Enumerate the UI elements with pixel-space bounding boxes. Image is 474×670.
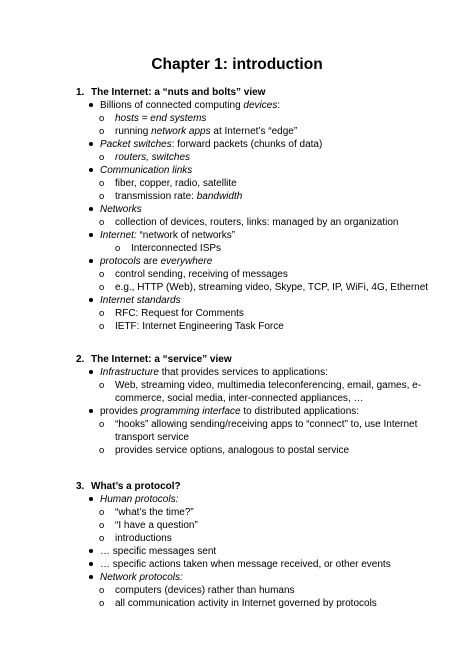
list-item: Billions of connected computing devices:: [100, 100, 281, 111]
list-item: o transmission rate: bandwidth: [115, 190, 242, 203]
list-item: transport service: [115, 432, 189, 443]
list-item: Network protocols:: [100, 572, 183, 583]
list-item: o control sending, receiving of messages: [115, 268, 288, 281]
list-item: o Web, streaming video, multimedia teleconferencing, email, games, e-: [115, 379, 421, 392]
section-number: 3.: [76, 481, 85, 492]
list-item: o Interconnected ISPs: [131, 242, 221, 255]
list-item: o “I have a question”: [115, 519, 198, 532]
list-item: Communication links: [100, 165, 193, 176]
list-item: Infrastructure that provides services to applications:: [100, 367, 328, 378]
section-number: 2.: [76, 354, 85, 365]
list-item: o e.g., HTTP (Web), streaming video, Skype, TCP, IP, WiFi, 4G, Ethernet: [115, 281, 428, 294]
list-item: provides programming interface to distributed applications:: [100, 406, 360, 417]
list-item: o introductions: [115, 532, 172, 545]
list-item: o computers (devices) rather than humans: [115, 584, 295, 597]
list-item: Packet switches: forward packets (chunks of data): [100, 139, 323, 150]
section-heading: The Internet: a “nuts and bolts” view: [91, 87, 266, 98]
list-item: o RFC: Request for Comments: [115, 307, 244, 320]
list-item: Internet: “network of networks”: [100, 230, 236, 241]
list-item: o “hooks” allowing sending/receiving apps to “connect” to, use Internet: [115, 418, 417, 431]
list-item: … specific actions taken when message received, or other events: [100, 559, 391, 570]
list-item: protocols are everywhere: [100, 256, 213, 267]
list-item: o IETF: Internet Engineering Task Force: [115, 320, 284, 333]
list-item: Human protocols:: [100, 494, 179, 505]
list-item: o all communication activity in Internet governed by protocols: [115, 597, 377, 610]
list-item: … specific messages sent: [100, 546, 217, 557]
section-heading: What’s a protocol?: [91, 481, 181, 492]
section-number: 1.: [76, 87, 85, 98]
list-item: Internet standards: [100, 295, 181, 306]
list-item: o “what’s the time?”: [115, 506, 194, 519]
list-item: Networks: [100, 204, 142, 215]
list-item: o fiber, copper, radio, satellite: [115, 177, 237, 190]
list-item: o hosts = end systems: [115, 112, 206, 125]
page-title: Chapter 1: introduction: [151, 56, 323, 73]
list-item: o collection of devices, routers, links: managed by an organization: [115, 216, 399, 229]
list-item: o running network apps at Internet’s “edge”: [115, 125, 297, 138]
list-item: o provides service options, analogous to postal service: [115, 444, 349, 457]
list-item: commerce, social media, inter-connected appliances, …: [115, 393, 364, 404]
section-heading: The Internet: a “service” view: [91, 354, 232, 365]
list-item: o routers, switches: [115, 151, 190, 164]
